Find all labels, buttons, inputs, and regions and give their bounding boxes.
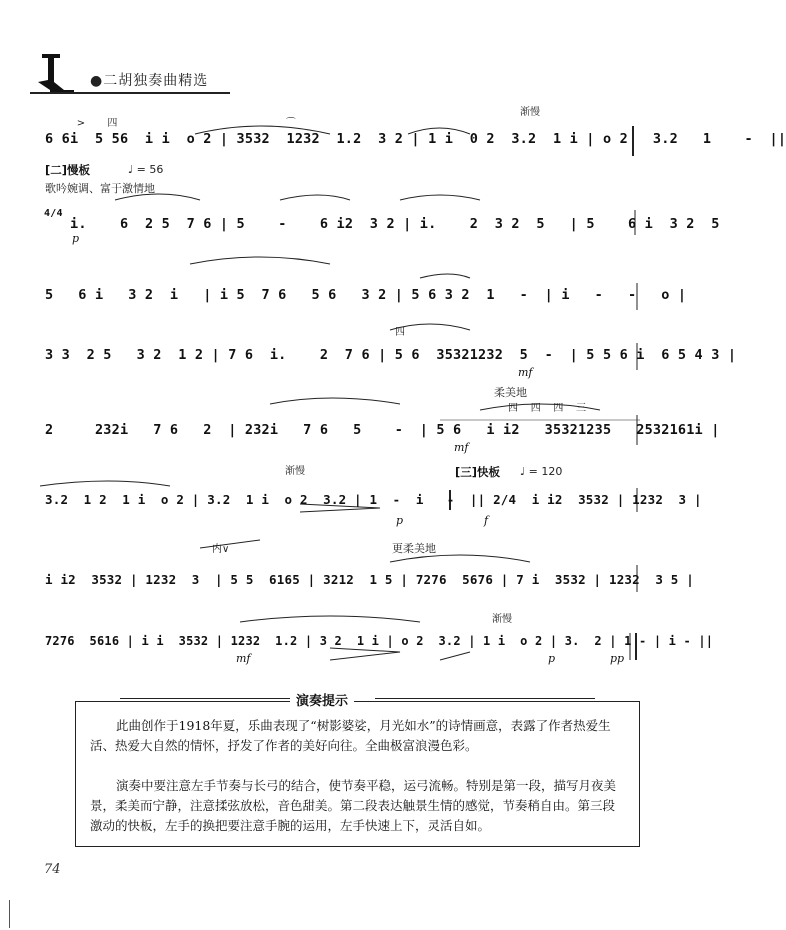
section2-label: [二]慢板 bbox=[45, 163, 91, 177]
tips-paragraph-2: 演奏中要注意左手节奏与长弓的结合，使节奏平稳，运弓流畅。特别是第一段，描写月夜美景，柔美而宁静，注意揉弦放松，音色甜美。第二段表达触景生情的感觉，节奏稍自由。第三段激动的快板，左手的换把要注意手腕的运用，左手快速上下，灵活自如。 bbox=[90, 778, 617, 833]
section3-label: [三]快板 bbox=[455, 465, 501, 479]
time-signature: 4/4 bbox=[44, 208, 63, 219]
line8-dynamic-mf: mf bbox=[236, 652, 251, 665]
line8-tempo-marking: 渐慢 bbox=[492, 614, 512, 625]
book-title: ●二胡独奏曲精选 bbox=[90, 73, 209, 89]
section2-tempo: ♩ = 56 bbox=[128, 163, 164, 176]
line6-tempo-marking: 渐慢 bbox=[285, 466, 305, 477]
score-line-6: 3.2 1 2 1 i o 2 | 3.2 1 i o 2 3.2 | 1 - i - || 2/4 i i2 3532 | 1232 3 | bbox=[45, 492, 702, 507]
line1-tempo-marking: 渐慢 bbox=[520, 107, 540, 118]
score-line-5: 2 232i 7 6 2 | 232i 7 6 5 - | 5 6 i i2 35321235 2532161i | bbox=[45, 422, 720, 438]
score-line-8: 7276 5616 | i i 3532 | 1232 1.2 | 3 2 1 i | o 2 3.2 | 1 i o 2 | 3. 2 | 1 - | i - || bbox=[45, 634, 714, 648]
score-line-4: 3 3 2 5 3 2 1 2 | 7 6 i. 2 7 6 | 5 6 35321232 5 - | 5 5 6 i 6 5 4 3 | bbox=[45, 347, 737, 363]
tips-paragraph-1: 此曲创作于1918年夏，乐曲表现了“树影婆娑，月光如水”的诗情画意，表露了作者热爱生活、热爱大自然的情怀，抒发了作者的美好向往。全曲极富浪漫色彩。 bbox=[90, 718, 611, 753]
score-line-1: 6 6i 5 56 i i o 2 | 3532 1232 1.2 3 2 | 1 i 0 2 3.2 1 i | o 2 3.2 1 - || bbox=[45, 131, 786, 147]
line5-dynamic: mf bbox=[454, 441, 469, 454]
line8-dynamic-pp: pp bbox=[610, 652, 625, 665]
header-rule bbox=[30, 92, 230, 94]
book-logo-icon bbox=[30, 50, 80, 96]
score-line-3: 5 6 i 3 2 i | i 5 7 6 5 6 3 2 | 5 6 3 2 1 - | i - - o | bbox=[45, 287, 687, 303]
line7-bowing: 内∨ bbox=[212, 544, 230, 555]
line1-ornaments: > 四 ⌒ bbox=[45, 118, 296, 129]
margin-mark bbox=[9, 900, 10, 928]
score-line-2: i. 6 2 5 7 6 | 5 - 6 i2 3 2 | i. 2 3 2 5 | 5 6 i 3 2 5 bbox=[70, 216, 720, 232]
line4-fingering: 四 bbox=[395, 327, 405, 338]
line6-dynamic-f: f bbox=[484, 514, 489, 527]
section2-subtitle: 歌吟婉调、富于激情地 bbox=[45, 182, 155, 195]
line6-dynamic-p: p bbox=[396, 514, 404, 527]
line5-expression: 柔美地 bbox=[494, 386, 527, 399]
section3-tempo: ♩ = 120 bbox=[520, 465, 563, 478]
page-number: 74 bbox=[44, 862, 61, 877]
score-line-7: i i2 3532 | 1232 3 | 5 5 6165 | 3212 1 5 | 7276 5676 | 7 i 3532 | 1232 3 5 | bbox=[45, 572, 694, 587]
line4-dynamic: mf bbox=[518, 366, 533, 379]
line8-dynamic-p: p bbox=[548, 652, 556, 665]
tips-rule-right bbox=[375, 698, 595, 699]
tips-title: 演奏提示 bbox=[290, 690, 354, 709]
tips-rule-left bbox=[120, 698, 290, 699]
line2-dynamic: p bbox=[72, 232, 80, 245]
line7-expression: 更柔美地 bbox=[392, 542, 436, 555]
line5-fingering: 四 四 四 三 bbox=[508, 403, 587, 414]
